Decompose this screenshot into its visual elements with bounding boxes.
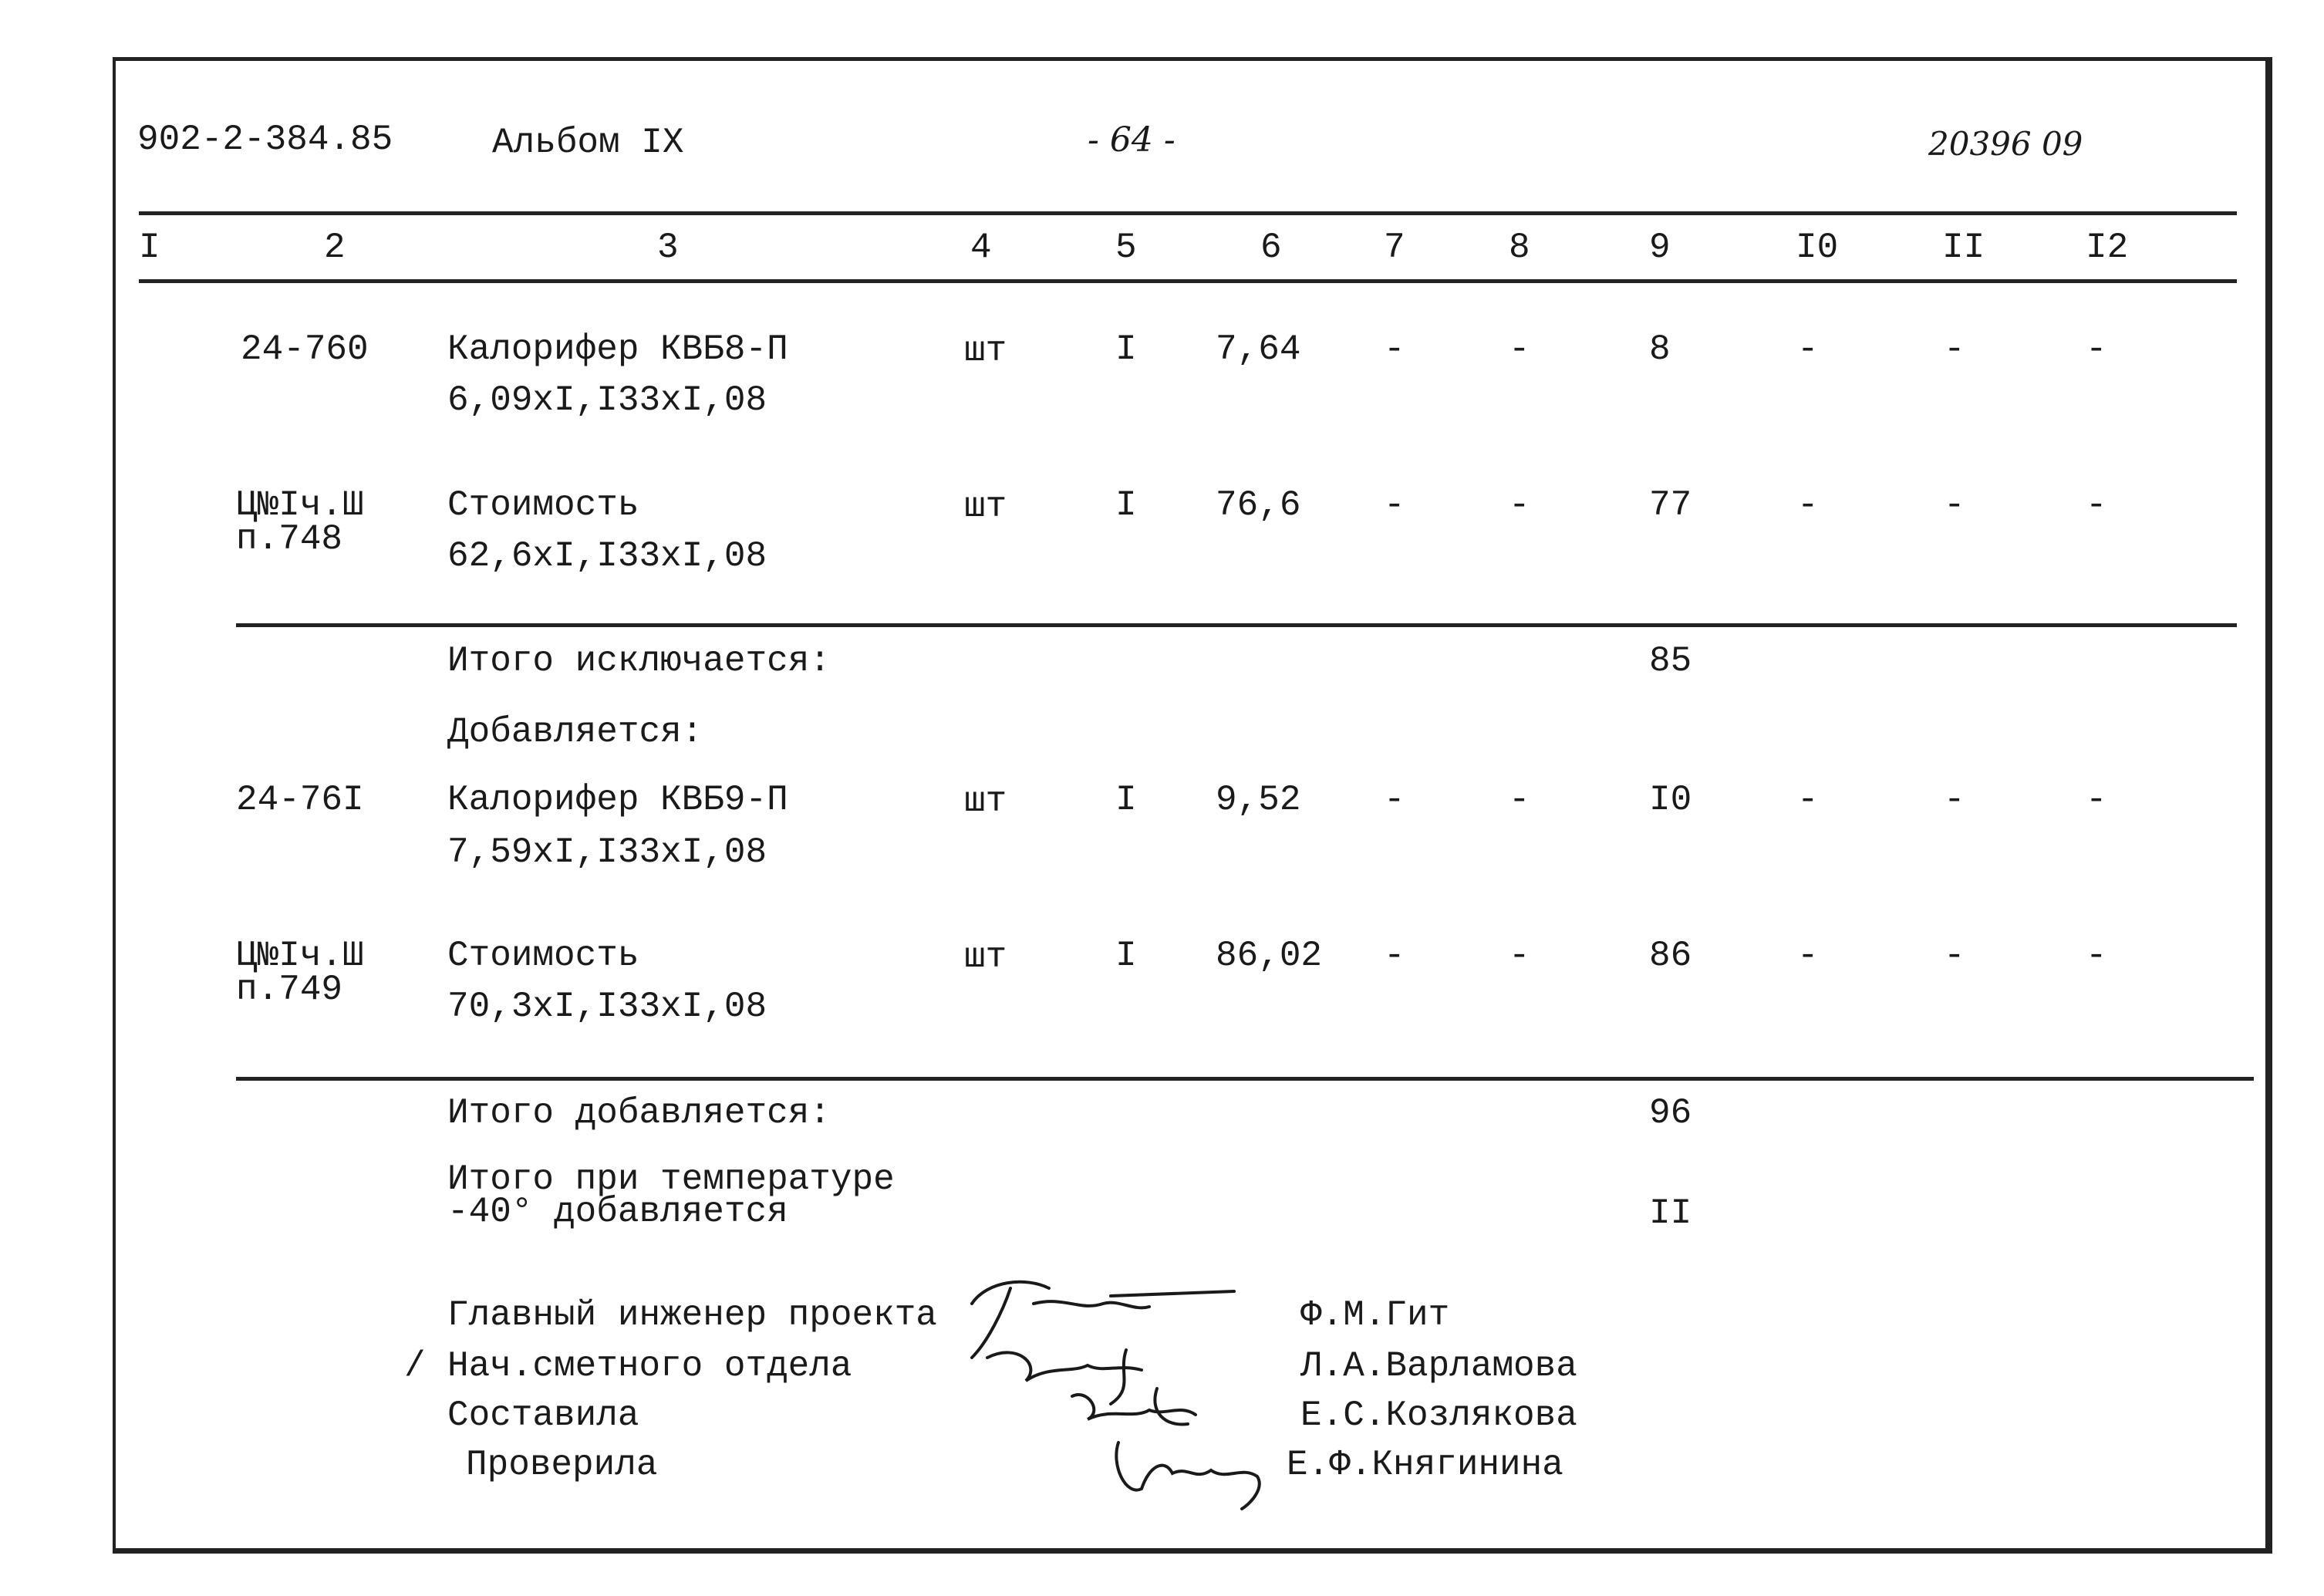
row-name: Стоимость — [447, 485, 639, 525]
row-col6: 7,64 — [1216, 329, 1301, 369]
row-col7: - — [1384, 485, 1405, 525]
signature-name: Е.С.Козлякова — [1300, 1395, 1577, 1436]
row-formula: 70,3хI,I33хI,08 — [447, 987, 767, 1027]
added-heading: Добавляется: — [447, 712, 703, 752]
row-col7: - — [1384, 780, 1405, 820]
total-added-label: Итого добавляется: — [447, 1093, 831, 1133]
signature-mark: / — [404, 1346, 426, 1386]
row-unit: шт — [964, 781, 1007, 822]
column-number: 5 — [1115, 228, 1137, 268]
row-col12: - — [2086, 485, 2107, 525]
row-col11: - — [1944, 485, 1965, 525]
column-number: 8 — [1509, 228, 1530, 268]
signature-name: Л.А.Варламова — [1300, 1346, 1577, 1386]
section-rule — [236, 623, 2237, 627]
album-label: Альбом IX — [492, 123, 684, 163]
row-code: 24-760 — [241, 329, 369, 369]
row-unit: шт — [964, 937, 1007, 977]
header-rule-top — [139, 211, 2237, 215]
row-col10: - — [1797, 329, 1819, 369]
column-number: 9 — [1649, 228, 1671, 268]
signature-role: Составила — [447, 1395, 639, 1436]
row-col8: - — [1509, 780, 1530, 820]
row-unit: шт — [964, 331, 1007, 371]
temperature-value: II — [1649, 1193, 1692, 1233]
inventory-number: 20396 09 — [1928, 125, 2083, 163]
row-qty: I — [1115, 329, 1137, 369]
section-rule — [236, 1077, 2254, 1081]
handwritten-signatures — [956, 1273, 1296, 1512]
row-qty: I — [1115, 936, 1137, 976]
row-col8: - — [1509, 936, 1530, 976]
row-name: Стоимость — [447, 936, 639, 976]
row-col12: - — [2086, 780, 2107, 820]
row-col7: - — [1384, 329, 1405, 369]
temperature-label-line1: Итого при температуре — [447, 1159, 895, 1200]
row-col11: - — [1944, 329, 1965, 369]
row-col6: 9,52 — [1216, 780, 1301, 820]
column-number: I2 — [2086, 228, 2129, 268]
header-rule-bottom — [139, 279, 2237, 283]
column-number: 4 — [970, 228, 992, 268]
signature-name: Е.Ф.Княгинина — [1287, 1445, 1563, 1485]
row-code: Ц№Iч.Ш — [236, 936, 364, 976]
row-name: Калорифер КВБ8-П — [447, 329, 788, 369]
column-number: II — [1942, 228, 1985, 268]
column-number: I — [139, 228, 160, 268]
row-code: Ц№Iч.Ш — [236, 485, 364, 525]
row-col9: 86 — [1649, 936, 1692, 976]
row-qty: I — [1115, 780, 1137, 820]
column-number: 3 — [657, 228, 679, 268]
total-added-value: 96 — [1649, 1093, 1692, 1133]
row-formula: 62,6хI,I33хI,08 — [447, 536, 767, 576]
signature-role: Главный инженер проекта — [447, 1295, 937, 1335]
row-unit: шт — [964, 487, 1007, 527]
row-name: Калорифер КВБ9-П — [447, 780, 788, 820]
row-formula: 6,09хI,I33хI,08 — [447, 380, 767, 420]
column-number: I0 — [1796, 228, 1839, 268]
row-col11: - — [1944, 780, 1965, 820]
total-excluded-label: Итого исключается: — [447, 641, 831, 681]
row-col9: 77 — [1649, 485, 1692, 525]
row-col10: - — [1797, 485, 1819, 525]
row-col12: - — [2086, 329, 2107, 369]
signature-name: Ф.М.Гит — [1300, 1295, 1450, 1335]
row-col7: - — [1384, 936, 1405, 976]
row-code-line2: п.748 — [236, 519, 343, 559]
row-col10: - — [1797, 936, 1819, 976]
signature-role: Проверила — [466, 1445, 658, 1485]
page-number: - 64 - — [1088, 120, 1175, 160]
doc-code: 902-2-384.85 — [137, 120, 393, 160]
row-col8: - — [1509, 485, 1530, 525]
column-number: 7 — [1384, 228, 1405, 268]
row-qty: I — [1115, 485, 1137, 525]
column-number: 2 — [324, 228, 346, 268]
total-excluded-value: 85 — [1649, 641, 1692, 681]
column-number: 6 — [1260, 228, 1282, 268]
row-col9: I0 — [1649, 780, 1692, 820]
row-col11: - — [1944, 936, 1965, 976]
row-formula: 7,59хI,I33хI,08 — [447, 832, 767, 872]
row-col6: 76,6 — [1216, 485, 1301, 525]
row-col12: - — [2086, 936, 2107, 976]
row-code: 24-76I — [236, 780, 364, 820]
row-col10: - — [1797, 780, 1819, 820]
signature-role: Нач.сметного отдела — [447, 1346, 852, 1386]
row-code-line2: п.749 — [236, 970, 343, 1010]
row-col6: 86,02 — [1216, 936, 1323, 976]
row-col8: - — [1509, 329, 1530, 369]
temperature-label-line2: -40° добавляется — [447, 1192, 788, 1232]
row-col9: 8 — [1649, 329, 1671, 369]
